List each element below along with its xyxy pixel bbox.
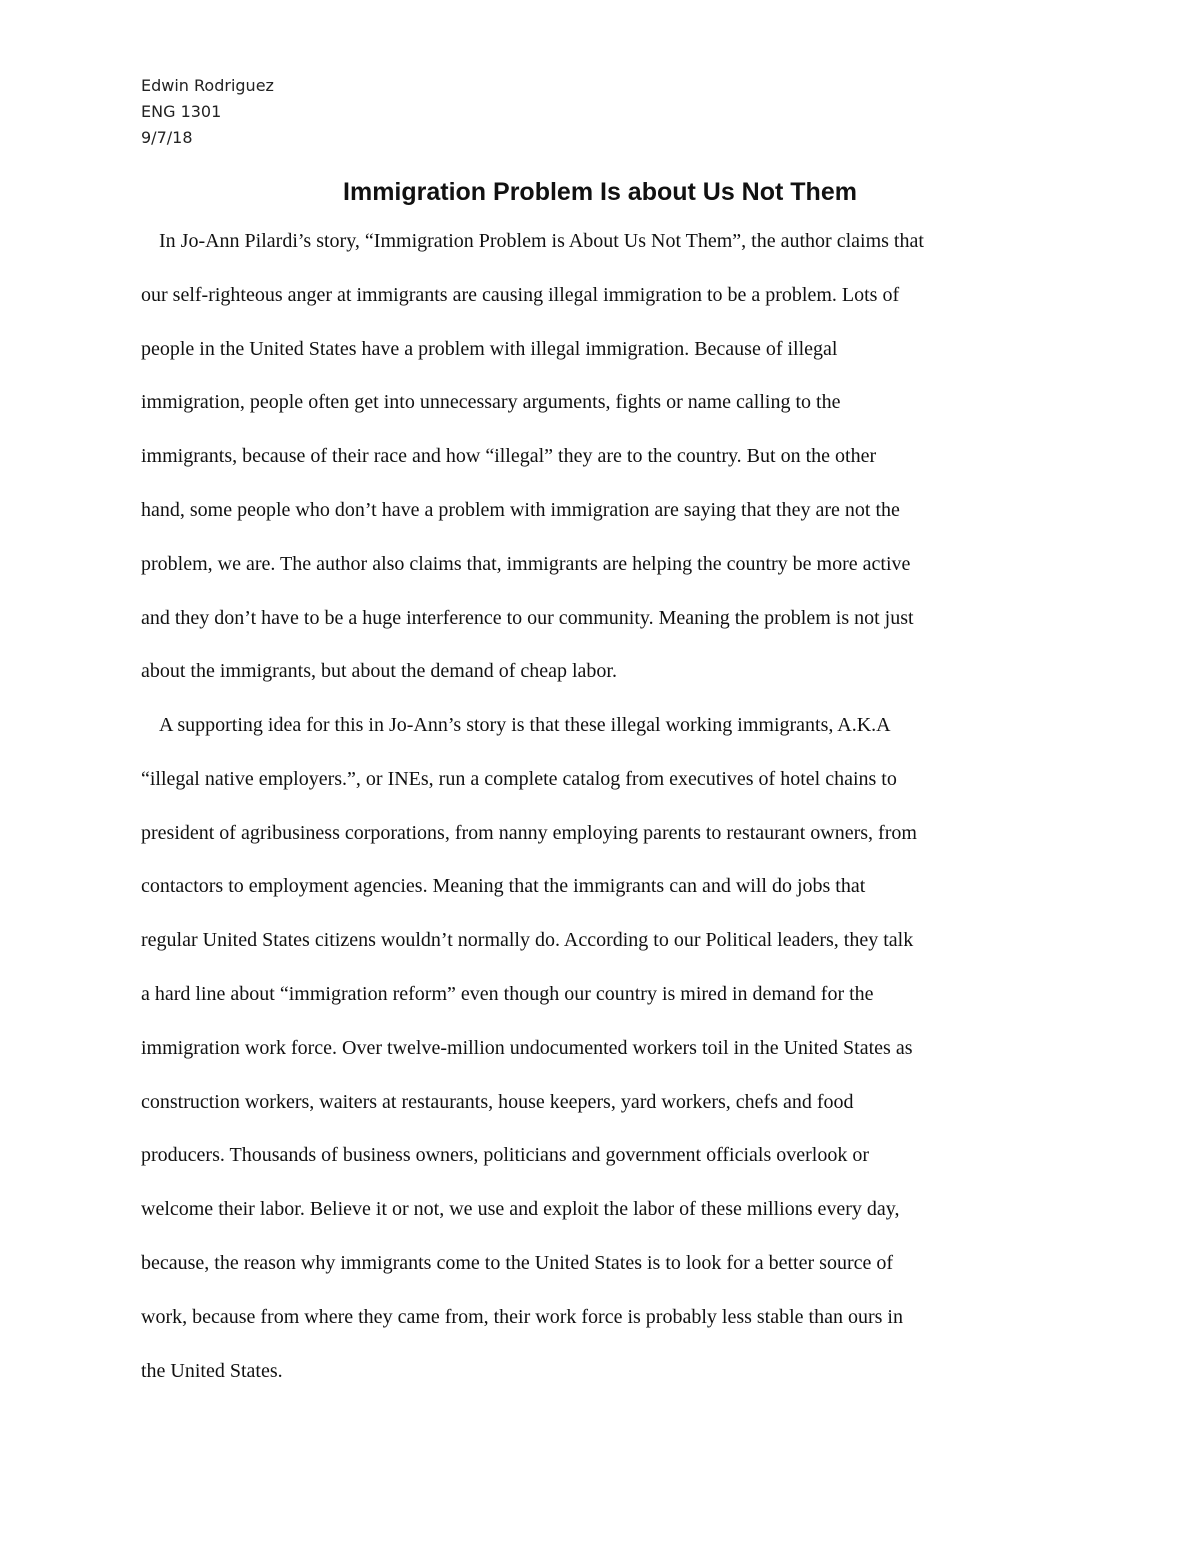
- paragraph-2: [141, 707, 1061, 1406]
- paragraph-line: work, because from where they came from, their work force is probably less stable than ours in: [141, 1305, 903, 1328]
- paragraph-line: a hard line about “immigration reform” even though our country is mired in demand for the: [141, 982, 874, 1005]
- paragraph-line: contactors to employment agencies. Meaning that the immigrants can and will do jobs that: [141, 875, 866, 898]
- paragraph-line: the United States.: [141, 1359, 283, 1382]
- paragraph-line: our self-righteous anger at immigrants are causing illegal immigration to be a problem. Lots of: [141, 283, 900, 306]
- paragraph-line: “illegal native employers.”, or INEs, run a complete catalog from executives of hotel chains to: [141, 767, 897, 790]
- paragraph-line: producers. Thousands of business owners, politicians and government officials overlook or: [141, 1144, 870, 1167]
- paragraph-line: immigration, people often get into unnecessary arguments, fights or name calling to the: [141, 391, 841, 414]
- paragraph-line: regular United States citizens wouldn’t normally do. According to our Political leaders, they talk: [141, 929, 914, 952]
- paragraph-line: because, the reason why immigrants come to the United States is to look for a better source of: [141, 1251, 894, 1274]
- document-date: 9/7/18: [141, 128, 193, 147]
- author-name: Edwin Rodriguez: [141, 76, 274, 95]
- document-header: [141, 73, 274, 151]
- document-title: Immigration Problem Is about Us Not Them: [343, 178, 857, 206]
- paragraph-line: about the immigrants, but about the demand of cheap labor.: [141, 660, 617, 683]
- paragraph-line: immigration work force. Over twelve-million undocumented workers toil in the United States as: [141, 1036, 913, 1059]
- paragraph-line: immigrants, because of their race and how “illegal” they are to the country. But on the other: [141, 445, 877, 468]
- paragraph-line: construction workers, waiters at restaurants, house keepers, yard workers, chefs and food: [141, 1090, 854, 1113]
- paragraph-line: and they don’t have to be a huge interference to our community. Meaning the problem is not just: [141, 606, 914, 629]
- paragraph-line: In Jo-Ann Pilardi’s story, “Immigration Problem is About Us Not Them”, the author claims that: [159, 230, 924, 252]
- paragraph-line: welcome their labor. Believe it or not, we use and exploit the labor of these millions every day,: [141, 1198, 900, 1221]
- paragraph-line: people in the United States have a problem with illegal immigration. Because of illegal: [141, 337, 838, 360]
- paragraph-line: president of agribusiness corporations, from nanny employing parents to restaurant owners, from: [141, 821, 917, 844]
- paragraph-line: hand, some people who don’t have a problem with immigration are saying that they are not the: [141, 498, 900, 521]
- paragraph-1: [141, 223, 1061, 707]
- course-code: ENG 1301: [141, 102, 222, 121]
- paragraph-line: problem, we are. The author also claims that, immigrants are helping the country be more active: [141, 552, 911, 575]
- paragraph-line: A supporting idea for this in Jo-Ann’s story is that these illegal working immigrants, A.K.A: [159, 714, 891, 736]
